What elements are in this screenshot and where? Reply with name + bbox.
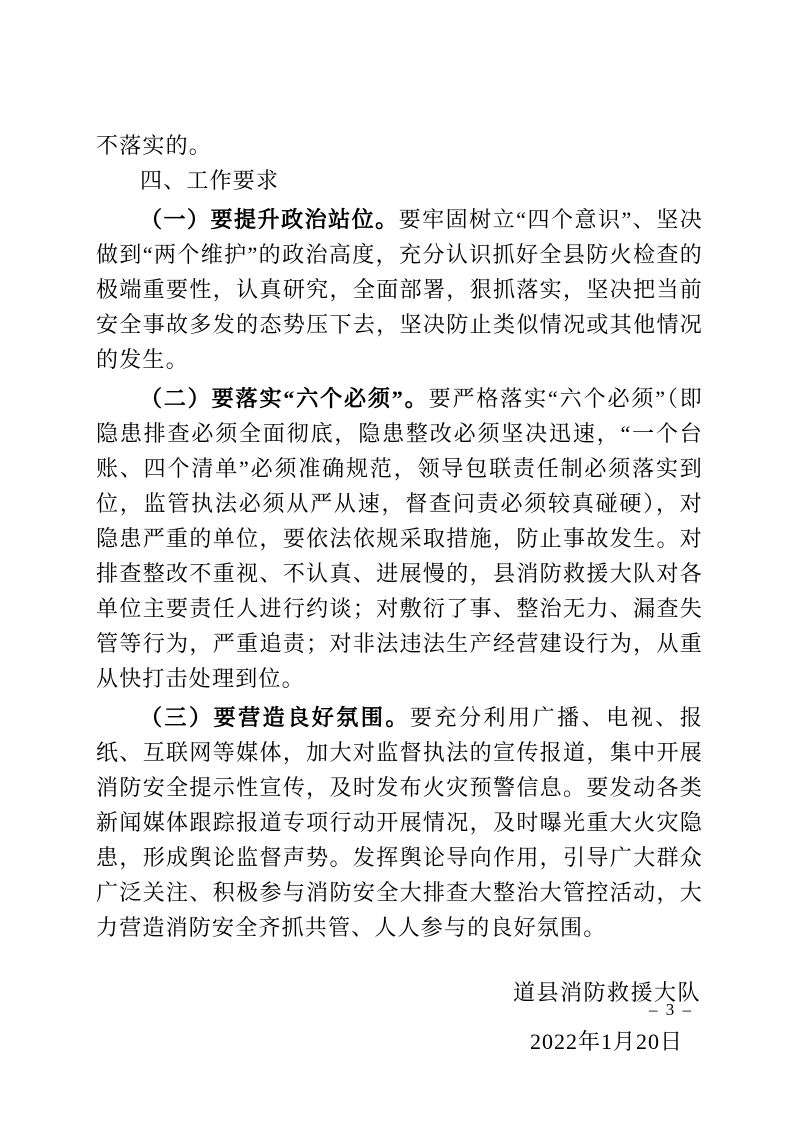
section-1-lead: （一）要提升政治站位。	[140, 207, 399, 232]
section-1-text: 要牢固树立“四个意识”、坚决做到“两个维护”的政治高度，充分认识抓好全县防火检查的极端重要性，认真研究，全面部署，狠抓落实，坚决把当前安全事故多发的态势压下去，坚决防止类似情况或其他情况的发生。	[96, 207, 703, 372]
paragraph-text: 不落实的。	[96, 133, 213, 158]
signature-date: 2022年1月20日	[529, 1029, 683, 1054]
document-content	[96, 128, 703, 1059]
section-heading-work-requirements	[96, 163, 703, 198]
signature-block	[96, 975, 703, 1059]
paragraph-section-3	[96, 700, 703, 945]
section-2-text: 要严格落实“六个必须”（即隐患排查必须全面彻底，隐患整改必须坚决迅速，“一个台账、四个清单”必须准确规范，领导包联责任制必须落实到位，监管执法必须从严从速，督查问责必须较真碰硬），对隐患严重的单位，要依法依规采取措施，防止事故发生。对排查整改不重视、不认真、进展慢的，县消防救援大队对各单位主要责任人进行约谈；对敷衍了事、整治无力、漏查失管等行为，严重追责；对非法违法生产经营建设行为，从重从快打击处理到位。	[96, 386, 703, 691]
paragraph-continuation	[96, 128, 703, 163]
paragraph-section-2	[96, 381, 703, 696]
section-3-lead: （三）要营造良好氛围。	[140, 705, 410, 730]
section-2-lead: （二）要落实“六个必须”。	[140, 386, 429, 411]
heading-text: 四、工作要求	[140, 168, 280, 193]
section-3-text: 要充分利用广播、电视、报纸、互联网等媒体，加大对监督执法的宣传报道，集中开展消防安全提示性宣传，及时发布火灾预警信息。要发动各类新闻媒体跟踪报道专项行动开展情况，及时曝光重大火灾隐患，形成舆论监督声势。发挥舆论导向作用，引导广大群众广泛关注、积极参与消防安全大排查大整治大管控活动，大力营造消防安全齐抓共管、人人参与的良好氛围。	[96, 705, 704, 940]
signature-organization: 道县消防救援大队	[512, 980, 701, 1005]
paragraph-section-1	[96, 202, 703, 377]
page-number: – 3 –	[649, 1000, 693, 1019]
